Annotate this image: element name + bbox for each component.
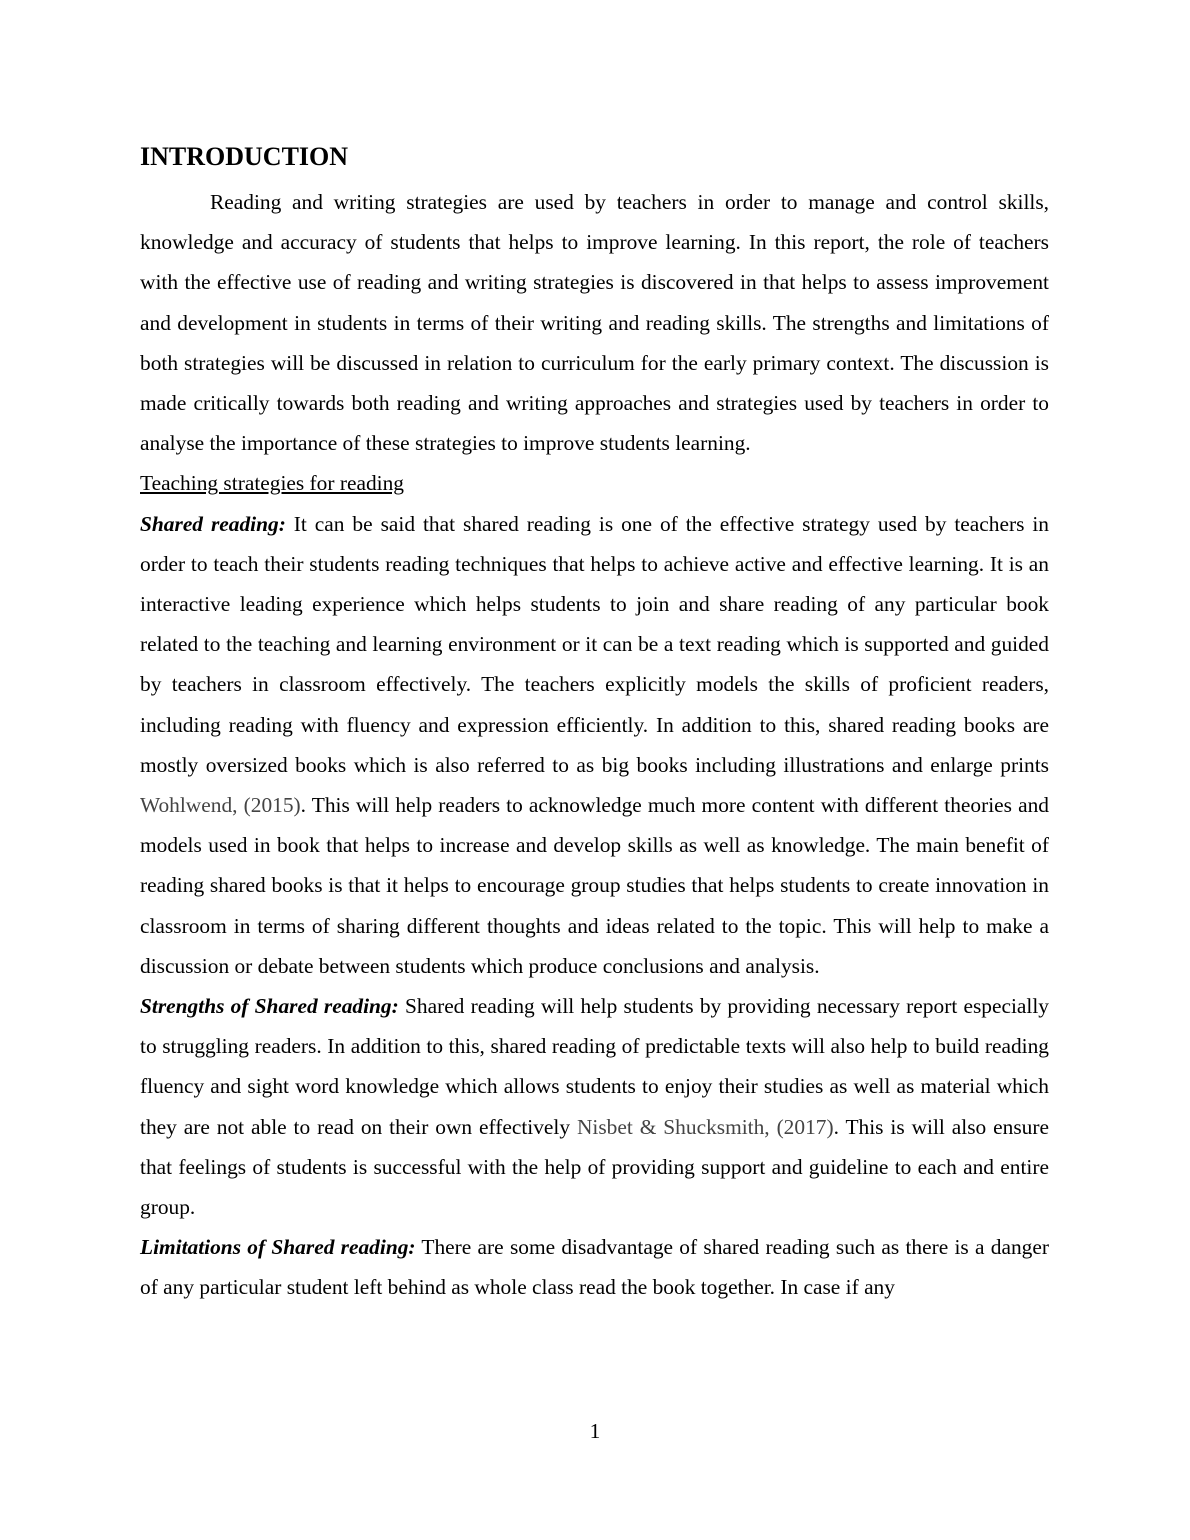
subheading-teaching-strategies	[140, 463, 1049, 503]
shared-reading-text-1: It can be said that shared reading is one of the effective strategy used by teachers in order to teach their students reading techniques that helps to achieve active and effective learning. It is an interactive leading experience which helps students to join and share reading of any particular book related to the teaching and learning environment or it can be a text reading which is supported and guided by teachers in classroom effectively. The teachers explicitly models the skills of proficient readers, including reading with fluency and expression efficiently. In addition to this, shared reading books are mostly oversized books which is also referred to as big books including illustrations and enlarge prints	[140, 511, 1049, 777]
strengths-text-2: . This is will also ensure that feelings of students is successful with the help of providing support and guideline to each and entire group.	[140, 1114, 1049, 1220]
section-heading: INTRODUCTION	[140, 142, 349, 171]
limitations-lead: Limitations of Shared reading:	[140, 1235, 416, 1260]
intro-paragraph: Reading and writing strategies are used by teachers in order to manage and control skills, knowledge and accuracy of students that helps to improve learning. In this report, the role of teachers with the effective use of reading and writing strategies is discovered in that helps to assess improvement and development in students in terms of their writing and reading skills. The strengths and limitations of both strategies will be discussed in relation to curriculum for the early primary context. The discussion is made critically towards both reading and writing approaches and strategies used by teachers in order to analyse the importance of these strategies to improve students learning.	[140, 190, 1049, 456]
page-number: 1	[589, 1419, 601, 1443]
limitations-text-1: There are some disadvantage of shared reading such as there is a danger of any particular student left behind as whole class read the book together. In case if any	[140, 1235, 1049, 1300]
subheading-text: Teaching strategies for reading	[140, 471, 404, 496]
shared-reading-paragraph	[140, 504, 1049, 986]
shared-reading-text-2: . This will help readers to acknowledge much more content with different theories and models used in book that helps to increase and develop skills as well as knowledge. The main benefit of reading shared books is that it helps to encourage group studies that helps students to create innovation in classroom in terms of sharing different thoughts and ideas related to the topic. This will help to make a discussion or debate between students which produce conclusions and analysis.	[140, 793, 1049, 978]
citation-wohlwend: Wohlwend, (2015)	[140, 793, 301, 818]
limitations-paragraph	[140, 1227, 1049, 1307]
shared-reading-lead: Shared reading:	[140, 511, 286, 536]
strengths-text-1: Shared reading will help students by providing necessary report especially to struggling readers. In addition to this, shared reading of predictable texts will also help to build reading fluency and sight word knowledge which allows students to enjoy their studies as well as material which they are not able to read on their own effectively	[140, 994, 1049, 1139]
page-content	[140, 138, 1049, 1308]
strengths-lead: Strengths of Shared reading:	[140, 994, 399, 1019]
strengths-paragraph	[140, 986, 1049, 1227]
citation-nisbet: Nisbet & Shucksmith, (2017)	[576, 1114, 834, 1139]
